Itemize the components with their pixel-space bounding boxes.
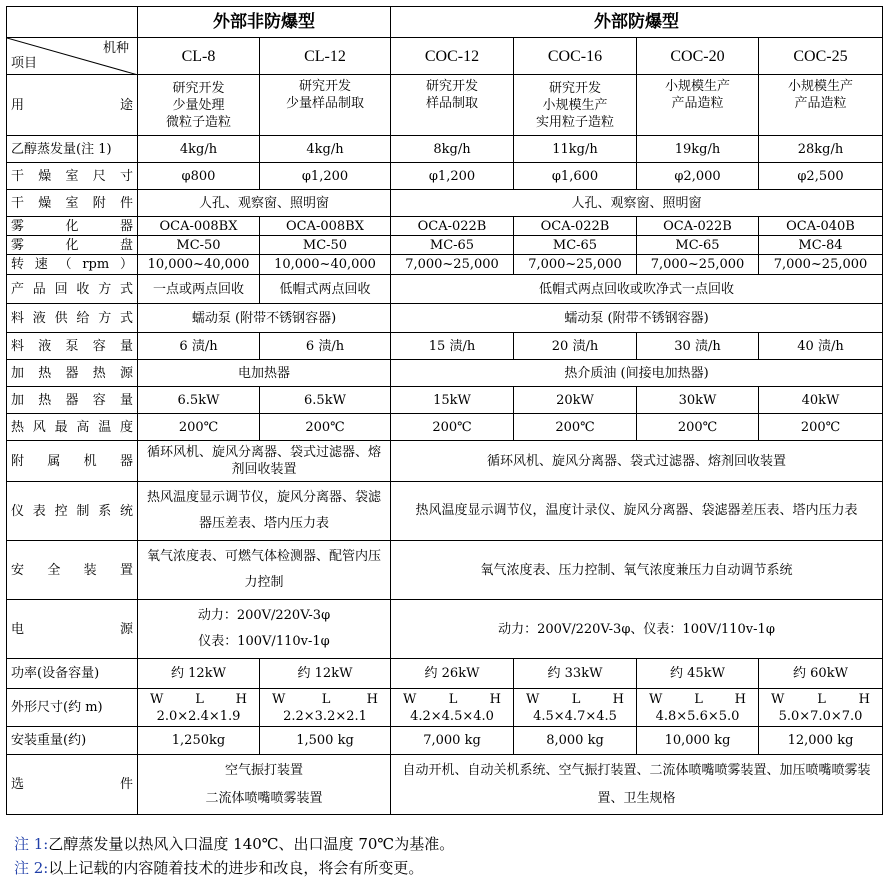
row-label-power-capacity: 功率(设备容量) (7, 659, 138, 689)
max-temp-value: 200℃ (260, 414, 391, 441)
footnote-tag: 注 2: (14, 859, 49, 877)
dim-axis-h: H (734, 691, 746, 707)
row-label-heat-source: 加热器热源 (7, 360, 138, 387)
recovery-explosion: 低帽式两点回收或吹净式一点回收 (391, 275, 883, 304)
usage-line: 少量处理 (172, 97, 225, 113)
evaporation-value: 28kg/h (759, 136, 883, 163)
dimensions-value: 2.2×3.2×2.1 (283, 708, 367, 724)
speed-value: 7,000~25,000 (759, 255, 883, 275)
usage-cell (138, 75, 260, 136)
power-line: 动力：200V/220V-3φ (197, 608, 331, 623)
auxiliary-explosion: 循环风机、旋风分离器、袋式过滤器、熔剂回收装置 (391, 441, 883, 482)
options-line: 空气振打装置 (224, 762, 303, 778)
usage-cell (759, 75, 883, 136)
dim-axis-h: H (366, 691, 378, 707)
footnote-1 (14, 832, 454, 856)
weight-value: 1,250kg (138, 727, 260, 755)
dryer-accessory-nonexplosion: 人孔、观察窗、照明窗 (138, 190, 391, 217)
dim-axis-w: W (526, 691, 540, 707)
dimensions-value: 4.8×5.6×5.0 (655, 708, 740, 724)
usage-cell (391, 75, 514, 136)
heater-capacity-value: 6.5kW (260, 387, 391, 414)
atomizer-disk-value: MC-65 (514, 236, 637, 255)
atomizer-value: OCA-022B (637, 217, 759, 236)
dryer-size-value: φ1,600 (514, 163, 637, 190)
header-explosion: 外部防爆型 (391, 7, 883, 38)
heater-capacity-value: 40kW (759, 387, 883, 414)
dimensions-cell (759, 689, 883, 727)
dim-axis-l: L (448, 691, 458, 707)
row-label-pump-capacity: 料液泵容量 (7, 333, 138, 360)
safety-explosion: 氧气浓度表、压力控制、氧气浓度兼压力自动调节系统 (391, 541, 883, 600)
row-label-weight: 安装重量(约) (7, 727, 138, 755)
corner-cell (7, 38, 138, 75)
corner-item-label: 项目 (11, 56, 38, 71)
power-capacity-value: 约 26kW (391, 659, 514, 689)
instruments-explosion: 热风温度显示调节仪，温度计录仪、旋风分离器、袋滤器差压表、塔内压力表 (391, 482, 883, 541)
dim-axis-h: H (612, 691, 624, 707)
row-label-options: 选件 (7, 755, 138, 815)
dim-axis-l: L (195, 691, 204, 707)
row-label-evaporation: 乙醇蒸发量(注 1) (7, 136, 138, 163)
speed-value: 7,000~25,000 (514, 255, 637, 275)
usage-line: 小规模生产 (542, 97, 608, 113)
usage-line: 少量样品制取 (285, 96, 364, 111)
heater-capacity-value: 15kW (391, 387, 514, 414)
usage-line: 产品造粒 (671, 96, 724, 111)
max-temp-value: 200℃ (637, 414, 759, 441)
footnotes (14, 832, 454, 880)
usage-line: 研究开发 (548, 80, 601, 96)
usage-line: 实用粒子造粒 (535, 114, 614, 130)
model-coc-25: COC-25 (759, 38, 883, 75)
weight-value: 10,000 kg (637, 727, 759, 755)
row-label-dryer-size: 干燥室尺寸 (7, 163, 138, 190)
auxiliary-nonexplosion: 循环风机、旋风分离器、袋式过滤器、熔剂回收装置 (138, 441, 391, 482)
dim-axis-l: L (571, 691, 581, 707)
dimensions-value: 4.5×4.7×4.5 (533, 708, 617, 724)
instruments-nonexplosion: 热风温度显示调节仪，旋风分离器、袋滤器压差表、塔内压力表 (138, 482, 391, 541)
speed-value: 7,000~25,000 (391, 255, 514, 275)
header-blank (7, 7, 138, 38)
feed-method-nonexplosion: 蠕动泵 (附带不锈钢容器) (138, 304, 391, 333)
atomizer-value: OCA-022B (391, 217, 514, 236)
row-label-dimensions: 外形尺寸(约 m) (7, 689, 138, 727)
weight-value: 7,000 kg (391, 727, 514, 755)
dimensions-cell (391, 689, 514, 727)
header-nonexplosion: 外部非防爆型 (138, 7, 391, 38)
row-label-auxiliary: 附属机器 (7, 441, 138, 482)
pump-capacity-value: 20 渍/h (514, 333, 637, 360)
corner-model-label: 机种 (102, 41, 129, 56)
atomizer-disk-value: MC-65 (391, 236, 514, 255)
evaporation-value: 19kg/h (637, 136, 759, 163)
power-capacity-value: 约 45kW (637, 659, 759, 689)
dim-axis-h: H (235, 691, 247, 707)
row-label-usage: 用途 (7, 75, 138, 136)
power-capacity-value: 约 60kW (759, 659, 883, 689)
evaporation-value: 8kg/h (391, 136, 514, 163)
heater-capacity-value: 30kW (637, 387, 759, 414)
pump-capacity-value: 6 渍/h (138, 333, 260, 360)
usage-line: 产品造粒 (794, 96, 847, 111)
heater-capacity-value: 20kW (514, 387, 637, 414)
dimensions-cell (260, 689, 391, 727)
row-label-max-temp: 热风最高温度 (7, 414, 138, 441)
footnote-2 (14, 856, 454, 880)
dimensions-value: 2.0×2.4×1.9 (156, 708, 241, 724)
dim-axis-w: W (272, 691, 286, 707)
safety-nonexplosion: 氧气浓度表、可燃气体检测器、配管内压力控制 (138, 541, 391, 600)
dim-axis-h: H (858, 691, 870, 707)
weight-value: 12,000 kg (759, 727, 883, 755)
row-label-recovery: 产品回收方式 (7, 275, 138, 304)
row-label-instruments: 仪表控制系统 (7, 482, 138, 541)
dryer-size-value: φ2,000 (637, 163, 759, 190)
options-line: 二流体喷嘴喷雾装置 (205, 790, 323, 806)
evaporation-value: 11kg/h (514, 136, 637, 163)
dim-axis-w: W (403, 691, 417, 707)
dimensions-cell (637, 689, 759, 727)
power-capacity-value: 约 12kW (138, 659, 260, 689)
row-label-heater-capacity: 加热器容量 (7, 387, 138, 414)
dimensions-cell (514, 689, 637, 727)
row-label-dryer-accessory: 干燥室附件 (7, 190, 138, 217)
usage-line: 研究开发 (298, 79, 351, 94)
usage-cell (514, 75, 637, 136)
pump-capacity-value: 30 渍/h (637, 333, 759, 360)
dim-axis-w: W (771, 691, 785, 707)
speed-value: 10,000~40,000 (138, 255, 260, 275)
atomizer-disk-value: MC-65 (637, 236, 759, 255)
max-temp-value: 200℃ (759, 414, 883, 441)
options-nonexplosion (138, 755, 391, 815)
dim-axis-l: L (321, 691, 331, 707)
spec-table (6, 6, 883, 815)
atomizer-value: OCA-008BX (260, 217, 391, 236)
footnote-text: 以上记载的内容随着技术的进步和改良，将会有所变更。 (48, 859, 424, 877)
power-capacity-value: 约 33kW (514, 659, 637, 689)
dimensions-value: 5.0×7.0×7.0 (778, 708, 863, 724)
model-cl-12: CL-12 (260, 38, 391, 75)
weight-value: 8,000 kg (514, 727, 637, 755)
atomizer-disk-value: MC-50 (260, 236, 391, 255)
atomizer-disk-value: MC-50 (138, 236, 260, 255)
recovery-value: 一点或两点回收 (138, 275, 260, 304)
dryer-size-value: φ1,200 (391, 163, 514, 190)
row-label-power: 电源 (7, 600, 138, 659)
pump-capacity-value: 15 渍/h (391, 333, 514, 360)
options-explosion: 自动开机、自动关机系统、空气振打装置、二流体喷嘴喷雾装置、加压喷嘴喷雾装置、卫生规格 (391, 755, 883, 815)
usage-line: 样品制取 (425, 96, 478, 111)
dryer-accessory-explosion: 人孔、观察窗、照明窗 (391, 190, 883, 217)
row-label-safety: 安全装置 (7, 541, 138, 600)
usage-line: 研究开发 (425, 79, 478, 94)
usage-line: 研究开发 (172, 80, 225, 96)
usage-cell (260, 75, 391, 136)
evaporation-value: 4kg/h (260, 136, 391, 163)
row-label-atomizer-disk: 雾化盘 (7, 236, 138, 255)
dryer-size-value: φ1,200 (260, 163, 391, 190)
dim-axis-w: W (150, 691, 164, 707)
atomizer-value: OCA-008BX (138, 217, 260, 236)
model-cl-8: CL-8 (138, 38, 260, 75)
speed-value: 10,000~40,000 (260, 255, 391, 275)
usage-line: 小规模生产 (787, 79, 853, 94)
pump-capacity-value: 6 渍/h (260, 333, 391, 360)
dim-axis-h: H (489, 691, 501, 707)
recovery-value: 低帽式两点回收 (260, 275, 391, 304)
max-temp-value: 200℃ (138, 414, 260, 441)
row-label-feed-method: 料液供给方式 (7, 304, 138, 333)
model-coc-12: COC-12 (391, 38, 514, 75)
usage-line: 微粒子造粒 (165, 114, 231, 130)
footnote-tag: 注 1: (14, 835, 49, 853)
usage-cell (637, 75, 759, 136)
heat-source-nonexplosion: 电加热器 (138, 360, 391, 387)
row-label-speed: 转速（rpm） (7, 255, 138, 275)
dimensions-value: 4.2×4.5×4.0 (410, 708, 494, 724)
power-line: 仪表：100V/110v-1φ (198, 634, 330, 649)
atomizer-value: OCA-022B (514, 217, 637, 236)
model-coc-20: COC-20 (637, 38, 759, 75)
dimensions-cell (138, 689, 260, 727)
power-nonexplosion (138, 600, 391, 659)
heat-source-explosion: 热介质油 (间接电加热器) (391, 360, 883, 387)
heater-capacity-value: 6.5kW (138, 387, 260, 414)
dim-axis-l: L (694, 691, 703, 707)
power-capacity-value: 约 12kW (260, 659, 391, 689)
evaporation-value: 4kg/h (138, 136, 260, 163)
dryer-size-value: φ2,500 (759, 163, 883, 190)
dryer-size-value: φ800 (138, 163, 260, 190)
max-temp-value: 200℃ (514, 414, 637, 441)
speed-value: 7,000~25,000 (637, 255, 759, 275)
footnote-text: 乙醇蒸发量以热风入口温度 140℃、出口温度 70℃为基准。 (48, 835, 455, 853)
row-label-atomizer: 雾化器 (7, 217, 138, 236)
dim-axis-l: L (817, 691, 826, 707)
weight-value: 1,500 kg (260, 727, 391, 755)
usage-line: 小规模生产 (664, 79, 730, 94)
atomizer-disk-value: MC-84 (759, 236, 883, 255)
power-explosion: 动力：200V/220V-3φ、仪表：100V/110v-1φ (391, 600, 883, 659)
feed-method-explosion: 蠕动泵 (附带不锈钢容器) (391, 304, 883, 333)
pump-capacity-value: 40 渍/h (759, 333, 883, 360)
max-temp-value: 200℃ (391, 414, 514, 441)
atomizer-value: OCA-040B (759, 217, 883, 236)
dim-axis-w: W (649, 691, 663, 707)
model-coc-16: COC-16 (514, 38, 637, 75)
